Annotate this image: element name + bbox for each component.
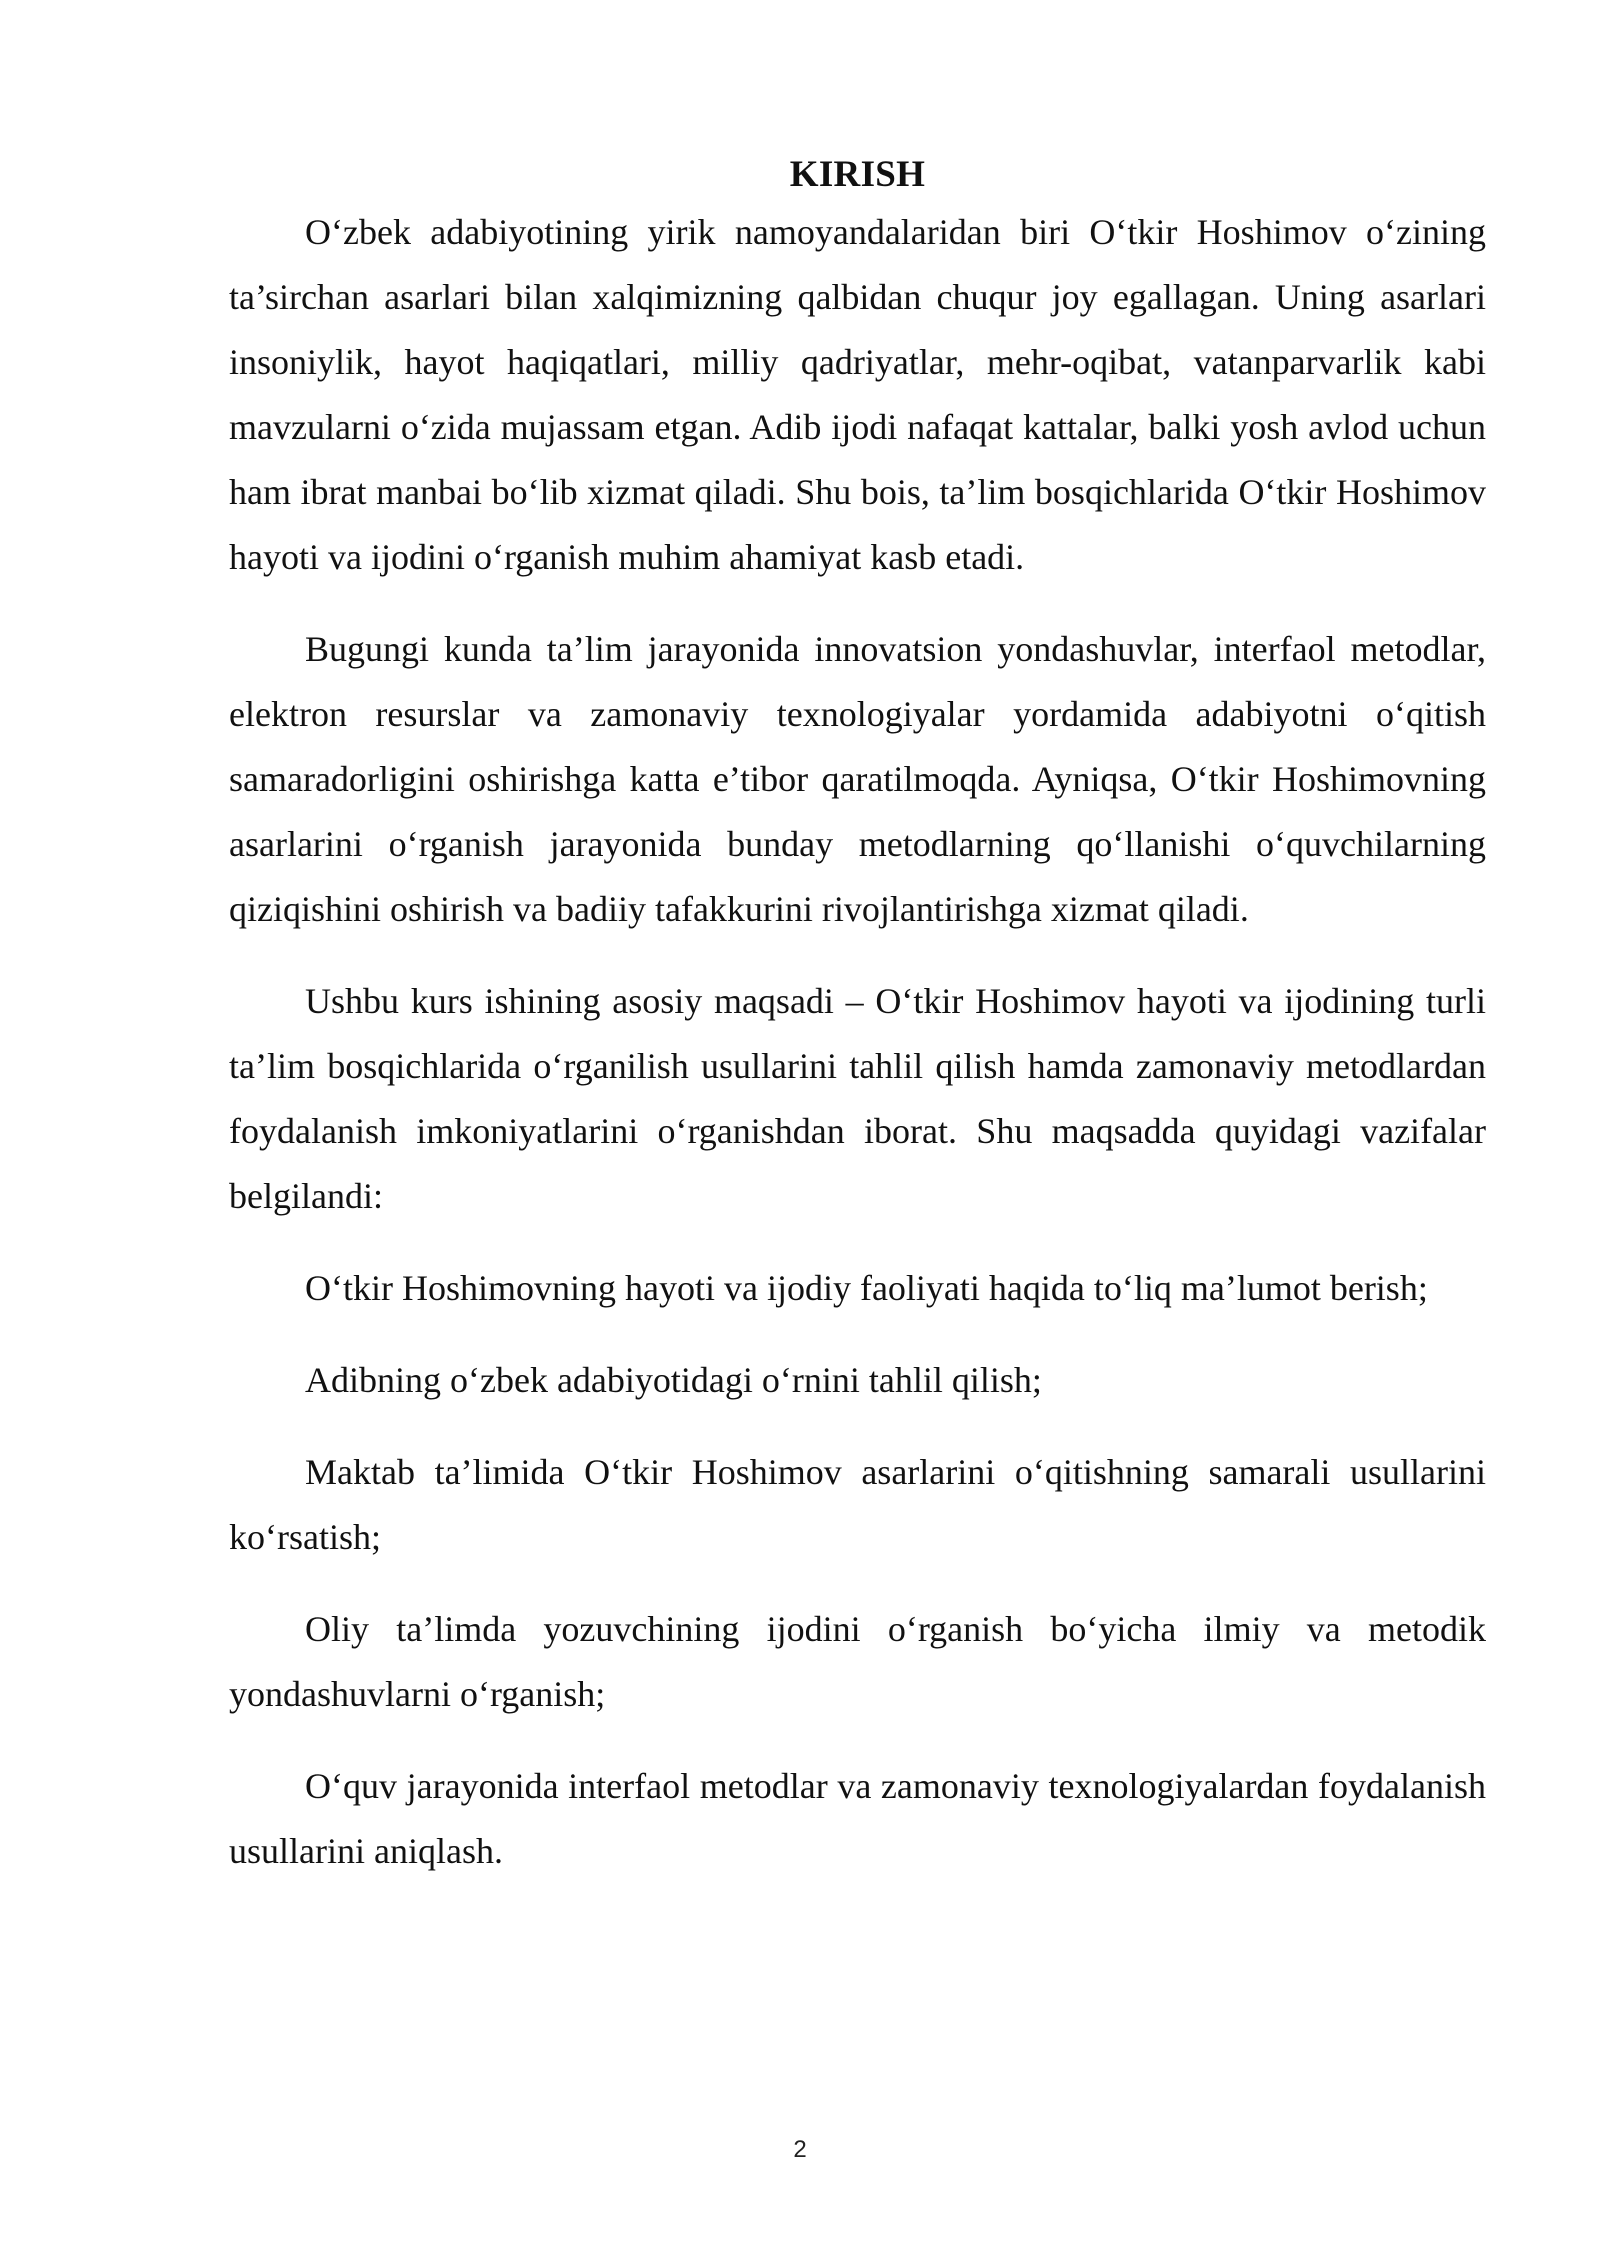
task-item: Adibning o‘zbek adabiyotidagi o‘rnini tahlil qilish;: [305, 1360, 1042, 1400]
paragraph-goal: Ushbu kurs ishining asosiy maqsadi – O‘tkir Hoshimov hayoti va ijodining turli ta’lim bosqichlarida o‘rganilish usullarini tahlil qilish hamda zamonaviy metodlardan foydalanish imkoniyatlarini o‘rganishdan iborat. Shu maqsadda quyidagi vazifalar belgilandi:: [229, 981, 1486, 1216]
page-content: [229, 150, 1486, 1884]
paragraph-methods: Bugungi kunda ta’lim jarayonida innovatsion yondashuvlar, interfaol metodlar, elektron resurslar va zamonaviy texnologiyalar yordamida adabiyotni o‘qitish samaradorligini oshirishga katta e’tibor qaratilmoqda. Ayniqsa, O‘tkir Hoshimovning asarlarini o‘rganish jarayonida bunday metodlarning qo‘llanishi o‘quvchilarning qiziqishini oshirish va badiiy tafakkurini rivojlantirishga xizmat qiladi.: [229, 629, 1486, 929]
task-item: O‘quv jarayonida interfaol metodlar va zamonaviy texnologiyalardan foydalanish usullarini aniqlash.: [229, 1766, 1486, 1871]
page-number: 2: [793, 2136, 807, 2163]
task-item: O‘tkir Hoshimovning hayoti va ijodiy faoliyati haqida to‘liq ma’lumot berish;: [305, 1268, 1428, 1308]
task-item: Oliy ta’limda yozuvchining ijodini o‘rganish bo‘yicha ilmiy va metodik yondashuvlarni o‘rganish;: [229, 1609, 1486, 1714]
paragraph-intro: O‘zbek adabiyotining yirik namoyandalaridan biri O‘tkir Hoshimov o‘zining ta’sirchan asarlari bilan xalqimizning qalbidan chuqur joy egallagan. Uning asarlari insoniylik, hayot haqiqatlari, milliy qadriyatlar, mehr-oqibat, vatanparvarlik kabi mavzularni o‘zida mujassam etgan. Adib ijodi nafaqat kattalar, balki yosh avlod uchun ham ibrat manbai bo‘lib xizmat qiladi. Shu bois, ta’lim bosqichlarida O‘tkir Hoshimov hayoti va ijodini o‘rganish muhim ahamiyat kasb etadi.: [229, 212, 1486, 577]
task-item: Maktab ta’limida O‘tkir Hoshimov asarlarini o‘qitishning samarali usullarini ko‘rsatish;: [229, 1452, 1486, 1557]
section-heading: KIRISH: [789, 154, 926, 195]
